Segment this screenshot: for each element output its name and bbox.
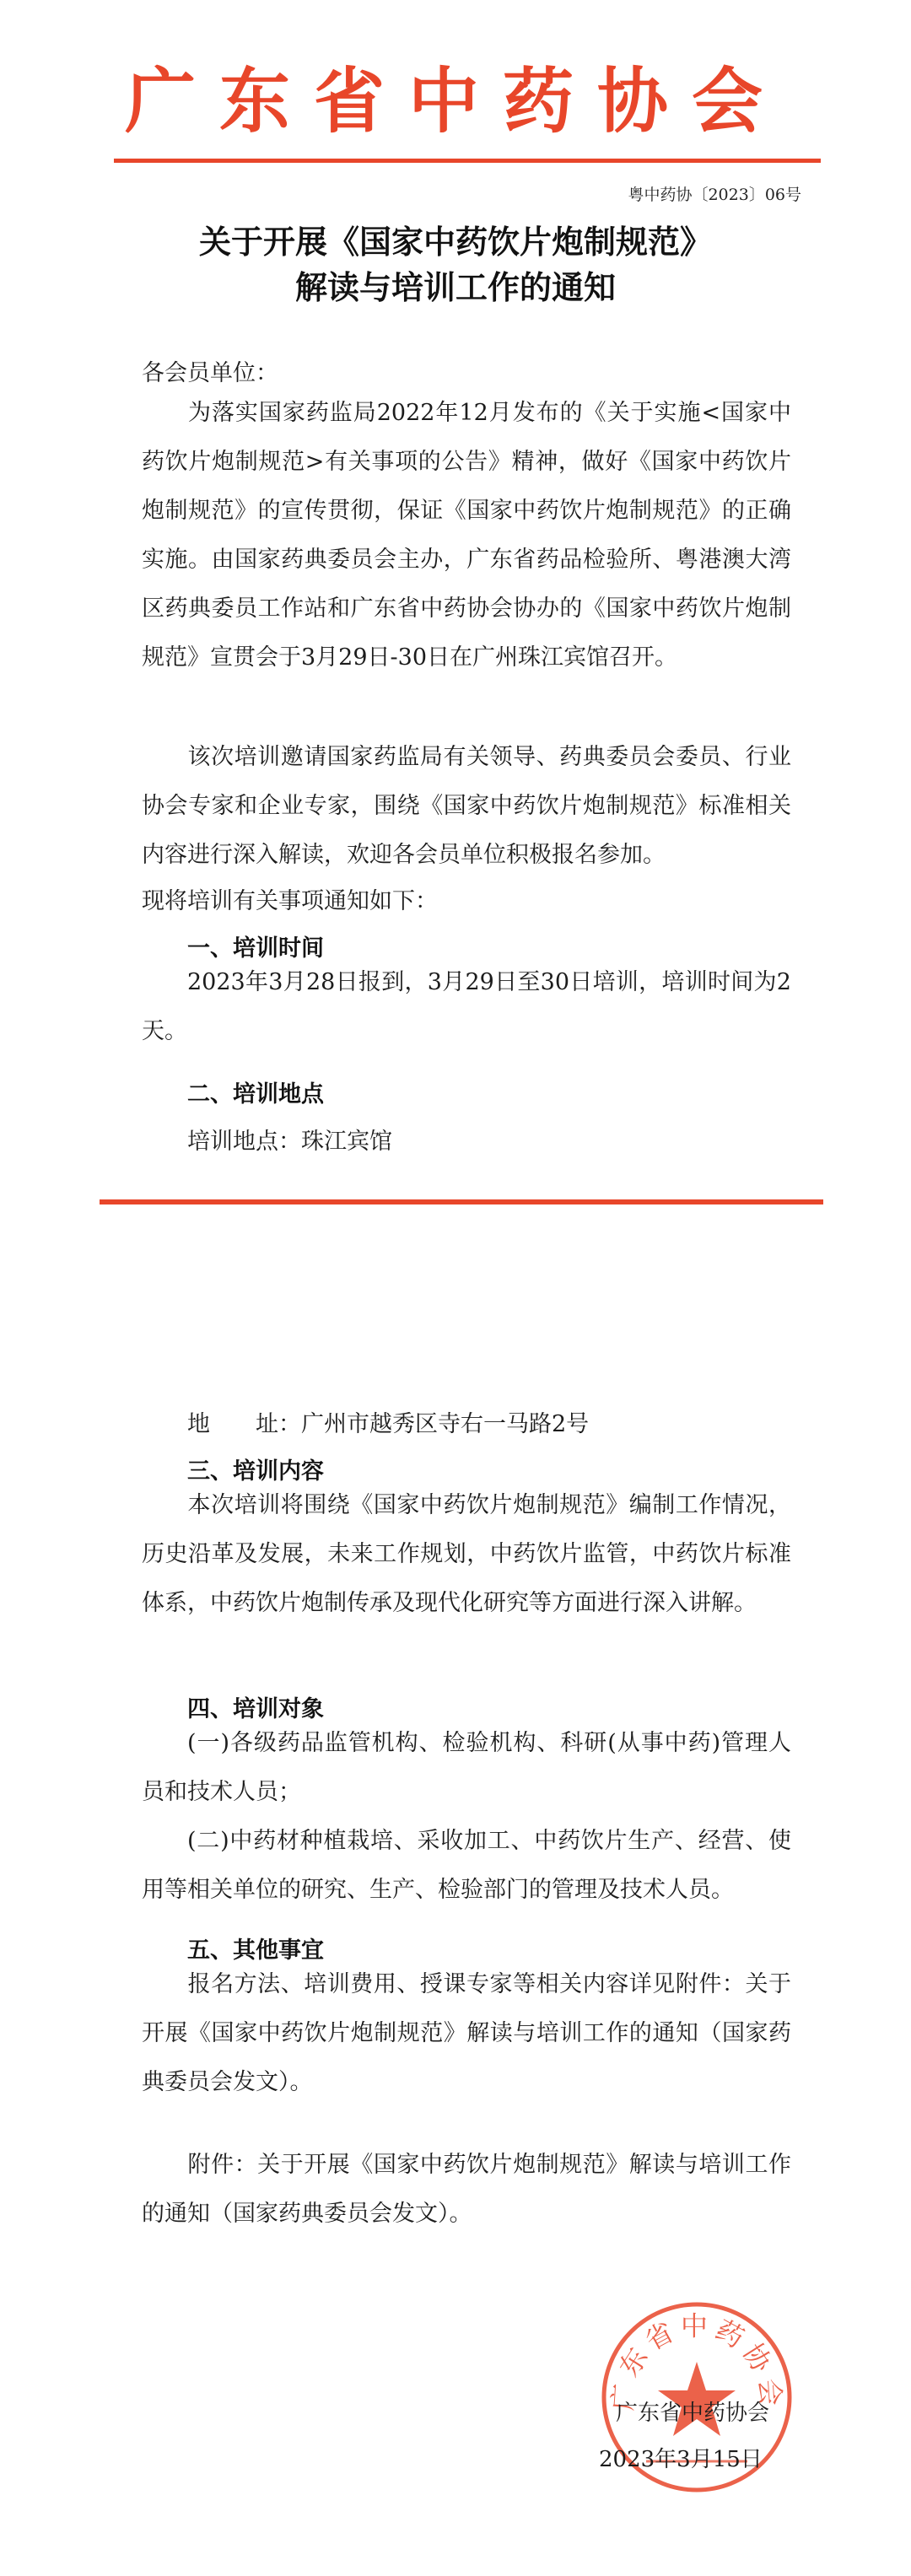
section-heading-other: 五、其他事宜 [187, 1937, 324, 1964]
section-heading-time: 一、培训时间 [187, 935, 324, 962]
paragraph-notice: 现将培训有关事项通知如下： [142, 888, 438, 914]
paragraph-invite: 该次培训邀请国家药监局有关领导、药典委员会委员、行业协会专家和企业专家，围绕《国家中药饮片炮制规范》标准相关内容进行深入解读，欢迎各会员单位积极报名参加。 [142, 744, 791, 868]
document-number: 粤中药协〔2023〕06号 [628, 186, 801, 204]
section-heading-audience: 四、培训对象 [187, 1696, 324, 1722]
signature-date: 2023年3月15日 [599, 2447, 763, 2472]
letterhead-divider [114, 159, 821, 163]
training-address: 地 址：广州市越秀区寺右一马路2号 [187, 1411, 590, 1437]
greeting: 各会员单位： [142, 360, 278, 386]
letterhead-title: 广东省中药协会 [124, 59, 786, 143]
paragraph-training-time: 2023年3月28日报到，3月29日至30日培训，培训时间为2天。 [142, 969, 791, 1044]
training-location: 培训地点：珠江宾馆 [187, 1129, 392, 1155]
page-divider [100, 1199, 823, 1204]
audience-item-2: (二)中药材种植栽培、采收加工、中药饮片生产、经营、使用等相关单位的研究、生产、检验部门的管理及技术人员。 [142, 1828, 791, 1903]
paragraph-training-content: 本次培训将围绕《国家中药饮片炮制规范》编制工作情况，历史沿革及发展，未来工作规划，中药饮片监管，中药饮片标准体系，中药饮片炮制传承及现代化研究等方面进行深入讲解。 [142, 1492, 791, 1616]
paragraph-intro: 为落实国家药监局2022年12月发布的《关于实施<国家中药饮片炮制规范>有关事项的公告》精神，做好《国家中药饮片炮制规范》的宣传贯彻，保证《国家中药饮片炮制规范》的正确实施。由国家药典委员会主办，广东省药品检验所、粤港澳大湾区药典委员工作站和广东省中药协会协办的《国家中药饮片炮制规范》宣贯会于3月29日-30日在广州珠江宾馆召开。 [142, 400, 791, 671]
paragraph-other-matters: 报名方法、培训费用、授课专家等相关内容详见附件：关于开展《国家中药饮片炮制规范》解读与培训工作的通知（国家药典委员会发文）。 [142, 1971, 791, 2095]
svg-text:广东省中药协会: 广东省中药协会 [606, 2309, 788, 2412]
section-heading-content: 三、培训内容 [187, 1458, 324, 1485]
section-heading-location: 二、培训地点 [187, 1081, 324, 1107]
notice-title-line-1: 关于开展《国家中药饮片炮制规范》 [198, 223, 712, 261]
audience-item-1: (一)各级药品监管机构、检验机构、科研(从事中药)管理人员和技术人员； [142, 1730, 791, 1805]
notice-title-line-2: 解读与培训工作的通知 [294, 268, 616, 306]
attachment-note: 附件：关于开展《国家中药饮片炮制规范》解读与培训工作的通知（国家药典委员会发文）。 [142, 2152, 791, 2227]
signature-organization: 广东省中药协会 [616, 2401, 770, 2426]
